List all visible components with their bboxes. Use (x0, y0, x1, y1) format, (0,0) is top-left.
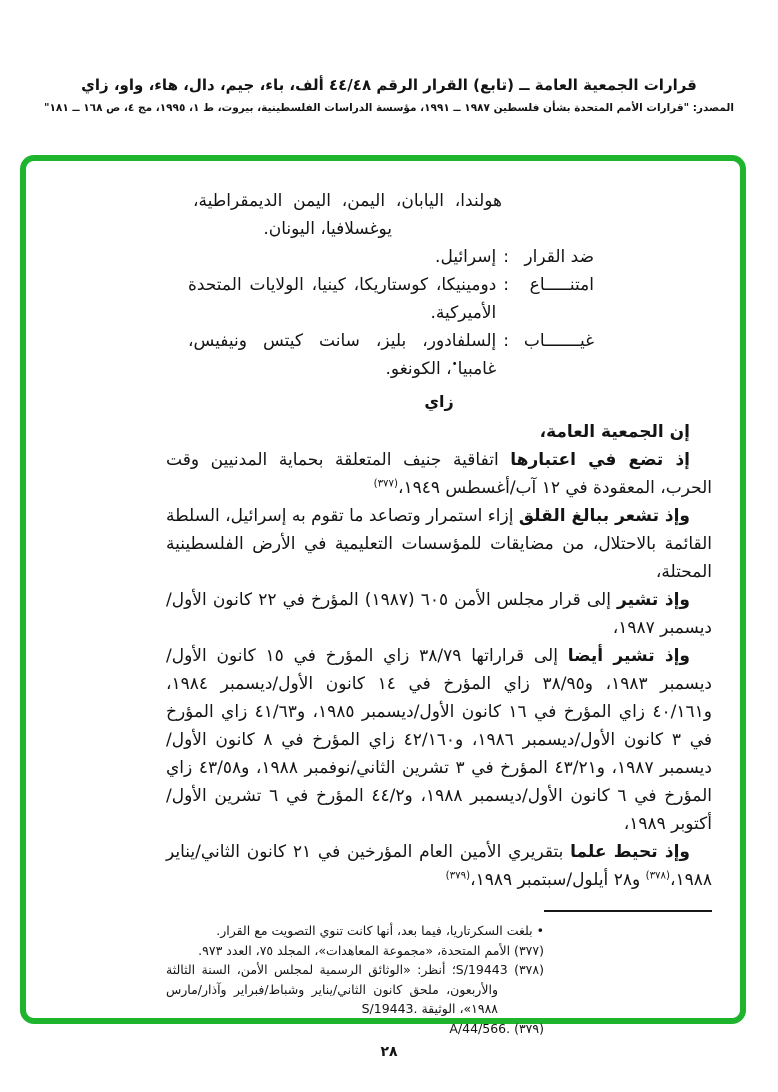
vote-label: غيـــــــاب (523, 331, 594, 351)
footnote-reference: (٣٧٧) (373, 478, 398, 490)
vote-entries (166, 243, 712, 383)
text-segment: وإذ تشير (617, 590, 690, 610)
text-segment: وإذ تحيط علما (570, 842, 691, 862)
document-title: قرارات الجمعية العامة ــ (تابع) القرار الرقم ٤٤/٤٨ ألف، باء، جيم، دال، هاء، واو، زاي (81, 76, 697, 94)
page-number: ٢٨ (380, 1044, 398, 1060)
vote-countries (188, 271, 496, 327)
text-segment: إسرائيل. (435, 247, 497, 267)
preambular-paragraph (166, 446, 712, 502)
text-segment: • بلغت السكرتاريا، فيما بعد، أنها كانت تنوي التصويت مع القرار. (216, 923, 544, 938)
vote-label: امتنـــــاع (529, 275, 594, 295)
text-segment: إذ تضع في اعتبارها (510, 450, 690, 470)
vote-countries (188, 327, 496, 383)
vote-continuation-lines (166, 187, 712, 243)
footnote (166, 921, 544, 941)
text-segment: (٣٧٨) S/19443؛ أنظر: «الوثائق الرسمية لمجلس الأمن، السنة الثالثة والأربعون، ملحق كانون الثاني/يناير وشباط/فبراير وآذار/مارس ١٩٨٨»، الوثيقة S/19443.‎ (166, 962, 544, 1016)
text-segment: بتقريري الأمين العام المؤرخين في ٢١ كانون الثاني/يناير ١٩٨٨، (166, 842, 712, 890)
text-segment: (٣٧٧) الأمم المتحدة، «مجموعة المعاهدات»، المجلد ٧٥، العدد ٩٧٣. (198, 942, 544, 958)
vote-row (188, 271, 594, 327)
text-segment: ، الكونغو. (385, 359, 452, 379)
footnote (166, 941, 544, 961)
footnote (166, 960, 544, 1019)
text-segment: دومينيكا، كوستاريكا، كينيا، الولايات المتحدة الأميركية. (188, 275, 497, 323)
green-capture-box (20, 155, 746, 1036)
vote-row (188, 243, 594, 271)
vote-countries-continuation-line: هولندا، اليابان، اليمن، اليمن الديمقراطية، (193, 191, 502, 211)
text-segment: اتفاقية جنيف المتعلقة بحماية المدنيين وقت الحرب، المعقودة في ١٢ آب/أغسطس ١٩٤٩، (166, 450, 712, 498)
footnotes-block (166, 921, 544, 1038)
page-header (0, 76, 778, 114)
footnote-reference: • (451, 359, 458, 371)
text-segment: (٣٧٩) A/44/566.‎ (449, 1020, 544, 1036)
vote-colon: : (503, 331, 509, 351)
text-segment: وإذ تشعر ببالغ القلق (518, 506, 690, 526)
vote-colon: : (503, 275, 509, 295)
preambular-paragraphs (166, 418, 712, 894)
preambular-paragraph (166, 838, 712, 894)
section-heading-zay: زاي (424, 392, 454, 411)
text-segment: و٢٨ أيلول/سبتمبر ١٩٨٩، (470, 870, 646, 890)
preambular-paragraph (166, 642, 712, 838)
text-segment: إلسلفادور، بليز، سانت كيتس ونيفيس، غامبيا (188, 331, 497, 379)
text-segment: إلى قراراتها ٣٨/٧٩ زاي المؤرخ في ١٥ كانون الأول/ديسمبر ١٩٨٣، و٣٨/٩٥ زاي المؤرخ في ١٤ كانون الأول/ديسمبر ١٩٨٤، و٤٠/١٦١ زاي المؤرخ في ١٦ كانون الأول/ديسمبر ١٩٨٥، و٤١/٦٣ زاي المؤرخ في ٣ كانون الأول/ديسمبر ١٩٨٦، و٤٢/١٦٠ زاي المؤرخ في ٨ كانون الأول/ديسمبر ١٩٨٧، و٤٣/٢١ المؤرخ في ٣ تشرين الثاني/نوفمبر ١٩٨٨، و٤٣/٥٨ زاي المؤرخ في ٦ كانون الأول/ديسمبر ١٩٨٨، و٤٤/٢ المؤرخ في ٦ تشرين الأول/أكتوبر ١٩٨٩، (166, 646, 712, 834)
text-segment: إلى قرار مجلس الأمن ٦٠٥ (١٩٨٧) المؤرخ في ٢٢ كانون الأول/ديسمبر ١٩٨٧، (166, 590, 712, 638)
preambular-paragraph (166, 586, 712, 642)
footnote-reference: (٣٧٩) (445, 870, 471, 882)
preambular-paragraph (166, 418, 712, 446)
text-segment: إزاء استمرار وتصاعد ما تقوم به إسرائيل، السلطة القائمة بالاحتلال، من مضايقات للمؤسسات التعليمية في الأرض الفلسطينية المحتلة، (165, 506, 712, 582)
vote-label: ضد القرار (524, 247, 594, 267)
document-source-line: المصدر: "قرارات الأمم المتحدة بشأن فلسطين ١٩٨٧ ــ ١٩٩١، مؤسسة الدراسات الفلسطينية، بيروت، ط ١، ١٩٩٥، مج ٤، ص ١٦٨ ــ ١٨١" (44, 102, 734, 114)
preambular-paragraph (166, 502, 712, 586)
footnote-separator-rule (544, 910, 712, 912)
vote-countries (188, 243, 496, 271)
footnote-reference: (٣٧٨) (645, 870, 670, 882)
vote-row (188, 327, 594, 383)
text-segment: إن الجمعية العامة، (539, 422, 690, 442)
vote-countries-continuation-line: يوغسلافيا، اليونان. (263, 219, 392, 239)
text-segment: وإذ تشير أيضا (567, 646, 690, 666)
vote-colon: : (503, 247, 509, 267)
footnote (166, 1019, 544, 1039)
